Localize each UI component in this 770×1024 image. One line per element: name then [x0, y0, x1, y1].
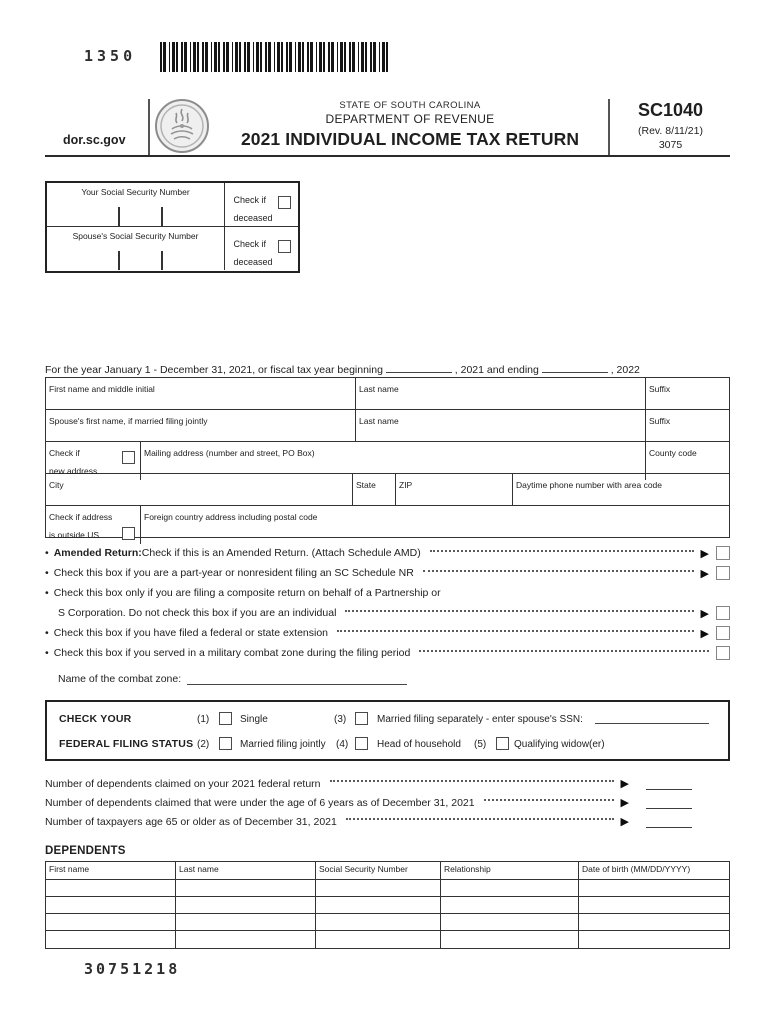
phone-field[interactable] [513, 474, 729, 505]
table-row [46, 474, 729, 506]
col-last-name: Last name [176, 862, 316, 879]
dotted-leader [345, 610, 693, 612]
married-separately-label: Married filing separately - enter spouse's SSN: [377, 714, 583, 725]
dotted-leader [330, 780, 614, 782]
dotted-leader [419, 650, 709, 652]
phone-label: Daytime phone number with area code [516, 480, 662, 490]
dotted-leader [430, 550, 694, 552]
form-revision: (Rev. 8/11/21) [638, 125, 703, 137]
dependents-under6-row [45, 793, 730, 812]
dependent-cell[interactable] [176, 897, 316, 913]
spouse-deceased-cell [227, 227, 299, 271]
arrow-right-icon: ▶ [700, 626, 709, 640]
zip-label: ZIP [399, 480, 413, 490]
outside-us-cell [46, 506, 141, 544]
outside-us-label-line2: is outside US [49, 530, 100, 540]
married-separately-checkbox[interactable] [355, 712, 368, 725]
amended-return-item [45, 543, 730, 563]
taxpayers-65-label: Number of taxpayers age 65 or older as of December 31, 2021 [45, 815, 337, 828]
combat-zone-name-line [45, 663, 730, 685]
new-address-label-line1: Check if [49, 448, 80, 458]
zip-field[interactable] [396, 474, 513, 505]
arrow-right-icon: ▶ [620, 777, 629, 790]
table-row [46, 442, 729, 474]
dependent-cell[interactable] [441, 897, 579, 913]
outside-us-label-line1: Check if address [49, 512, 113, 522]
dependents-federal-row [45, 774, 730, 793]
schedule-nr-checkbox[interactable] [716, 566, 730, 580]
dependent-cell[interactable] [579, 880, 729, 896]
dependent-cell[interactable] [176, 914, 316, 930]
dependent-cell[interactable] [46, 931, 176, 948]
suffix-label: Suffix [649, 384, 671, 394]
dependents-federal-label: Number of dependents claimed on your 2021 federal return [45, 777, 321, 790]
dependent-cell[interactable] [441, 914, 579, 930]
spouse-ssn-field[interactable] [47, 227, 225, 271]
tax-year-line [45, 362, 640, 376]
head-of-household-label: Head of household [377, 739, 461, 750]
year-line-part3: , 2022 [610, 364, 640, 376]
amended-return-bold: Amended Return: [53, 547, 142, 559]
dependent-cell[interactable] [176, 880, 316, 896]
ssn-separator [118, 207, 120, 226]
header-title-block [215, 100, 605, 150]
your-ssn-label: Your Social Security Number [81, 187, 190, 197]
bullet-icon: • [45, 627, 49, 639]
dependents-table [45, 861, 730, 949]
suffix-label: Suffix [649, 416, 671, 426]
dependent-cell[interactable] [316, 897, 441, 913]
year-line-part1: For the year January 1 - December 31, 2021, or fiscal tax year beginning [45, 364, 383, 376]
foreign-address-label: Foreign country address including postal code [144, 512, 318, 522]
dotted-leader [484, 799, 614, 801]
first-name-field[interactable] [46, 378, 356, 409]
dotted-leader [337, 630, 694, 632]
last-name-field[interactable] [356, 378, 646, 409]
option3-number: (3) [334, 714, 347, 725]
dependent-cell[interactable] [46, 880, 176, 896]
spouse-ssn-row [47, 227, 298, 271]
taxpayers-65-blank[interactable] [646, 816, 692, 828]
fiscal-year-end-blank[interactable] [542, 362, 608, 373]
new-address-checkbox[interactable] [122, 451, 135, 464]
dependents-header-row [46, 862, 729, 880]
suffix-field[interactable] [646, 378, 729, 409]
table-row [46, 378, 729, 410]
extension-checkbox[interactable] [716, 626, 730, 640]
ssn-separator [161, 251, 163, 270]
city-label: City [49, 480, 64, 490]
combat-zone-name-label: Name of the combat zone: [58, 673, 182, 685]
form-title: 2021 INDIVIDUAL INCOME TAX RETURN [240, 129, 580, 149]
col-first-name: First name [46, 862, 176, 879]
combat-zone-item [45, 643, 730, 663]
last-name-label: Last name [359, 416, 399, 426]
table-row [46, 410, 729, 442]
department-line: DEPARTMENT OF REVENUE [325, 112, 495, 126]
dependent-counts [45, 774, 730, 831]
city-field[interactable] [46, 474, 353, 505]
name-address-table [45, 377, 730, 538]
deceased-label-line1: Check if [233, 238, 267, 249]
bullet-icon: • [45, 547, 49, 559]
col-ssn: Social Security Number [316, 862, 441, 879]
composite-return-text-line1: Check this box only if you are filing a composite return on behalf of a Partnership or [53, 587, 441, 599]
form-number: SC1040 [637, 100, 704, 120]
spouse-first-name-label: Spouse's first name, if married filing jointly [49, 416, 208, 426]
arrow-right-icon: ▶ [700, 566, 709, 580]
extension-text: Check this box if you have filed a federal or state extension [53, 627, 329, 639]
table-row [46, 931, 729, 948]
combat-zone-name-blank[interactable] [187, 674, 407, 685]
state-line: STATE OF SOUTH CAROLINA [339, 100, 481, 111]
table-row [46, 506, 729, 540]
composite-return-item-line1 [45, 583, 730, 603]
spouse-ssn-blank[interactable] [595, 713, 709, 724]
header-divider-left [148, 99, 150, 155]
barcode [160, 42, 391, 72]
dor-website: dor.sc.gov [63, 133, 126, 147]
return-type-checklist [45, 543, 730, 685]
your-ssn-row [47, 183, 298, 227]
composite-return-item-line2 [45, 603, 730, 623]
deceased-label-line1: Check if [233, 195, 267, 205]
first-name-label: First name and middle initial [49, 384, 155, 394]
spouse-first-name-field[interactable] [46, 410, 356, 441]
your-deceased-checkbox[interactable] [278, 196, 291, 209]
bullet-icon: • [45, 587, 49, 599]
spouse-last-name-field[interactable] [356, 410, 646, 441]
combat-zone-checkbox[interactable] [716, 646, 730, 660]
dotted-leader [346, 818, 614, 820]
combat-zone-text: Check this box if you served in a military combat zone during the filing period [53, 647, 411, 659]
dependent-cell[interactable] [316, 880, 441, 896]
spouse-ssn-label: Spouse's Social Security Number [72, 230, 199, 241]
dependents-heading: DEPENDENTS [45, 845, 126, 857]
new-address-label-line2: new address [49, 466, 98, 476]
amended-return-text: Check if this is an Amended Return. (Attach Schedule AMD) [141, 547, 421, 559]
bullet-icon: • [45, 647, 49, 659]
table-row [46, 880, 729, 897]
form-number-block [611, 100, 730, 151]
dependents-under6-blank[interactable] [646, 797, 692, 809]
arrow-right-icon: ▶ [620, 815, 629, 828]
bullet-icon: • [45, 567, 49, 579]
qualifying-widow-label: Qualifying widow(er) [514, 739, 605, 750]
dependent-cell[interactable] [176, 931, 316, 948]
dependent-cell[interactable] [579, 931, 729, 948]
married-jointly-checkbox[interactable] [219, 737, 232, 750]
extension-item [45, 623, 730, 643]
filing-status-box [45, 700, 730, 761]
sc-state-seal [152, 97, 212, 157]
amended-return-checkbox[interactable] [716, 546, 730, 560]
dependent-cell[interactable] [441, 931, 579, 948]
header-divider-right [608, 99, 610, 155]
form-bottom-code: 30751218 [84, 960, 181, 978]
spouse-suffix-field[interactable] [646, 410, 729, 441]
fiscal-year-begin-blank[interactable] [386, 362, 452, 373]
form-print-code: 1350 [84, 47, 137, 65]
taxpayers-65-row [45, 812, 730, 831]
dependent-cell[interactable] [46, 897, 176, 913]
ssn-separator [161, 207, 163, 226]
dependent-cell[interactable] [316, 931, 441, 948]
qualifying-widow-checkbox[interactable] [496, 737, 509, 750]
spouse-deceased-checkbox[interactable] [278, 240, 291, 253]
last-name-label: Last name [359, 384, 399, 394]
your-deceased-cell [227, 183, 299, 226]
head-of-household-checkbox[interactable] [355, 737, 368, 750]
ssn-separator [118, 251, 120, 270]
dependent-cell[interactable] [441, 880, 579, 896]
schedule-nr-item [45, 563, 730, 583]
arrow-right-icon: ▶ [700, 546, 709, 560]
state-label: State [356, 480, 376, 490]
schedule-nr-text: Check this box if you are a part-year or nonresident filing an SC Schedule NR [53, 567, 414, 579]
deceased-label-line2: deceased [233, 256, 273, 267]
dotted-leader [423, 570, 694, 572]
option4-number: (4) [336, 739, 349, 750]
header-rule [45, 155, 730, 157]
col-relationship: Relationship [441, 862, 579, 879]
foreign-address-field[interactable] [141, 506, 729, 544]
your-ssn-field[interactable] [47, 183, 225, 226]
single-checkbox[interactable] [219, 712, 232, 725]
form-id: 3075 [658, 139, 683, 151]
composite-return-text-line2: S Corporation. Do not check this box if you are an individual [58, 607, 337, 619]
option2-number: (2) [197, 739, 210, 750]
option5-number: (5) [474, 739, 487, 750]
dependent-cell[interactable] [46, 914, 176, 930]
filing-status-heading-line1: CHECK YOUR [59, 713, 132, 725]
dependent-cell[interactable] [579, 897, 729, 913]
arrow-right-icon: ▶ [620, 796, 629, 809]
composite-return-checkbox[interactable] [716, 606, 730, 620]
dependent-cell[interactable] [316, 914, 441, 930]
outside-us-checkbox[interactable] [122, 527, 135, 540]
county-code-label: County code [649, 448, 697, 458]
year-line-part2: , 2021 and ending [454, 364, 539, 376]
filing-status-heading-line2: FEDERAL FILING STATUS [59, 738, 194, 750]
col-dob: Date of birth (MM/DD/YYYY) [582, 864, 691, 874]
state-field[interactable] [353, 474, 396, 505]
single-label: Single [240, 714, 268, 725]
dependent-cell[interactable] [579, 914, 729, 930]
dependents-federal-blank[interactable] [646, 778, 692, 790]
married-jointly-label: Married filing jointly [240, 739, 326, 750]
mailing-address-label: Mailing address (number and street, PO Box) [144, 448, 315, 458]
option1-number: (1) [197, 714, 210, 725]
ssn-box [45, 181, 300, 273]
arrow-right-icon: ▶ [700, 606, 709, 620]
table-row [46, 897, 729, 914]
deceased-label-line2: deceased [233, 213, 273, 223]
dependents-under6-label: Number of dependents claimed that were under the age of 6 years as of December 31, 2021 [45, 796, 475, 809]
table-row [46, 914, 729, 931]
